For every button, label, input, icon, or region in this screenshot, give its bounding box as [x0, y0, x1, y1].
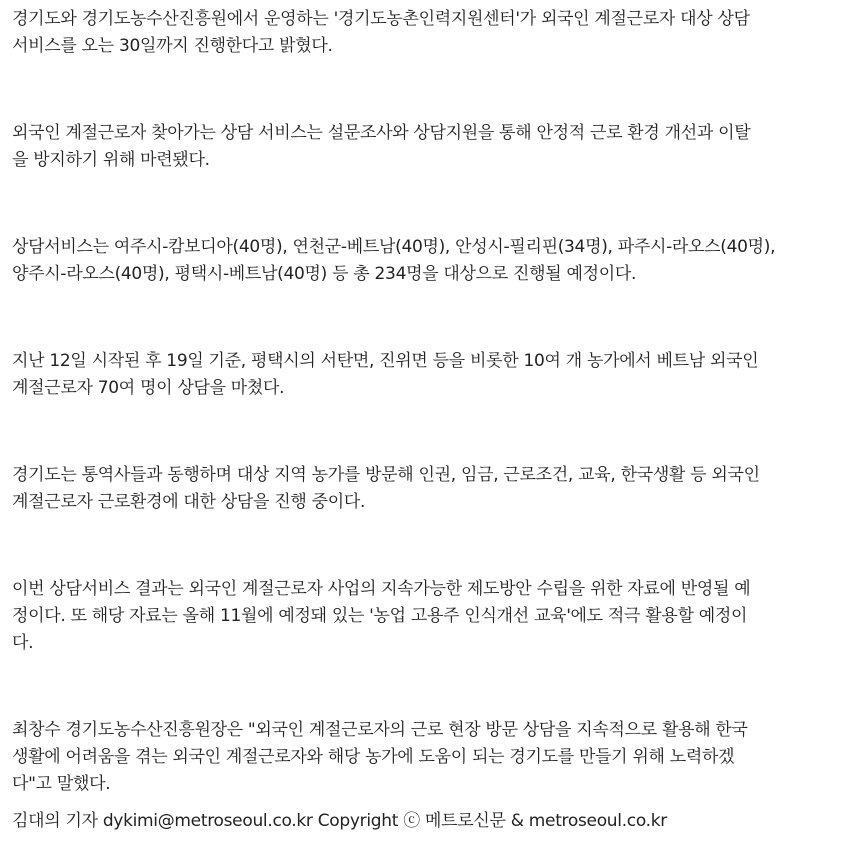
paragraph-results-usage: 이번 상담서비스 결과는 외국인 계절근로자 사업의 지속가능한 제도방안 수립을 위한 자료에 반영될 예 정이다. 또 해당 자료는 올해 11월에 예정돼 있는 '농업 고용주 인식개선 교육'에도 적극 활용할 예정이 다. [12, 579, 751, 653]
paragraph-intro: 경기도와 경기도농수산진흥원에서 운영하는 '경기도농촌인력지원센터'가 외국인 계절근로자 대상 상담 서비스를 오는 30일까지 진행한다고 밝혔다. [12, 9, 750, 56]
article-byline: 김대의 기자 dykimi@metroseoul.co.kr Copyright ⓒ 메트로신문 & metroseoul.co.kr [12, 811, 667, 831]
paragraph-director-quote: 최창수 경기도농수산진흥원장은 "외국인 계절근로자의 근로 현장 방문 상담을 지속적으로 활용해 한국 생활에 어려움을 겪는 외국인 계절근로자와 해당 농가에 도움이 되는 경기도를 만들기 위해 노력하겠 다"고 말했다. [12, 720, 748, 794]
paragraph-service-purpose: 외국인 계절근로자 찾아가는 상담 서비스는 설문조사와 상담지원을 통해 안정적 근로 환경 개선과 이탈 을 방지하기 위해 마련됐다. [12, 123, 751, 170]
paragraph-consultation-topics: 경기도는 통역사들과 동행하며 대상 지역 농가를 방문해 인권, 임금, 근로조건, 교육, 한국생활 등 외국인 계절근로자 근로환경에 대한 상담을 진행 중이다. [12, 465, 760, 512]
paragraph-progress: 지난 12일 시작된 후 19일 기준, 평택시의 서탄면, 진위면 등을 비롯한 10여 개 농가에서 베트남 외국인 계절근로자 70여 명이 상담을 마쳤다. [12, 351, 759, 398]
paragraph-service-targets: 상담서비스는 여주시-캄보디아(40명), 연천군-베트남(40명), 안성시-필리핀(34명), 파주시-라오스(40명), 양주시-라오스(40명), 평택시-베트남(40명) 등 총 234명을 대상으로 진행될 예정이다. [12, 237, 776, 284]
article-body [12, 6, 844, 835]
